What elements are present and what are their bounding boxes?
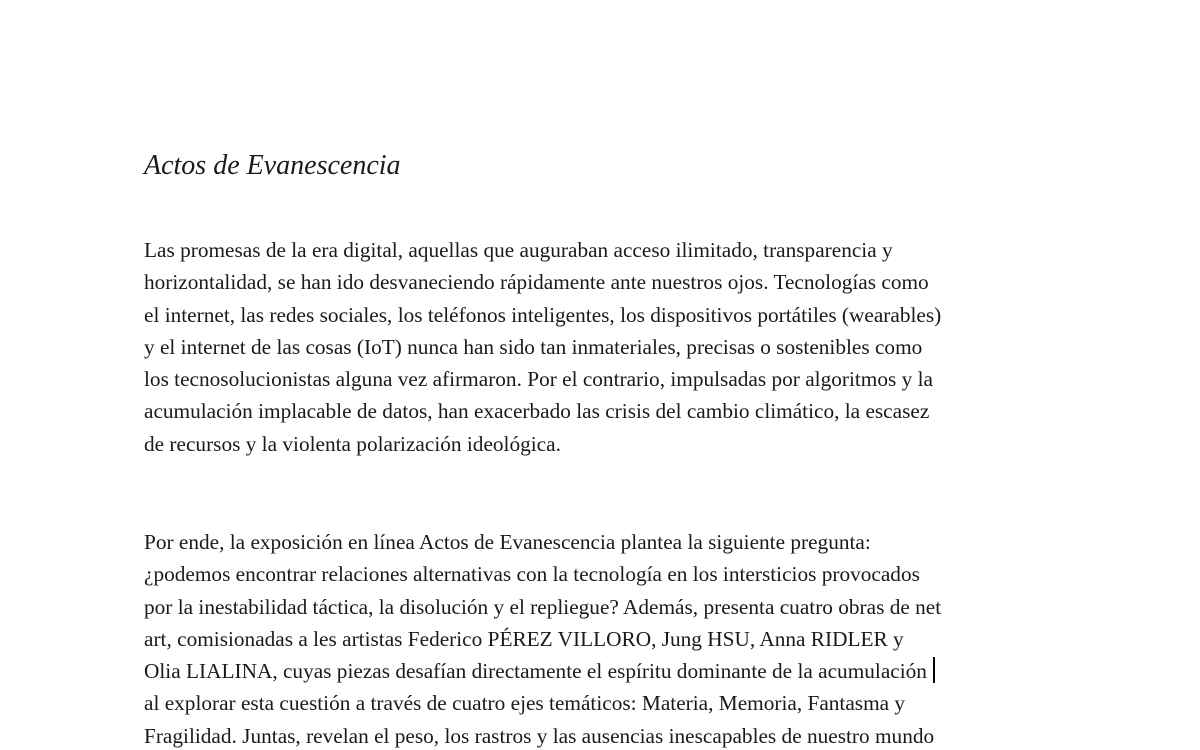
document-title: Actos de Evanescencia (144, 150, 401, 181)
text-line: de recursos y la violenta polarización ideológica. (144, 431, 561, 456)
text-line: ¿podemos encontrar relaciones alternativas con la tecnología en los intersticios provocados (144, 562, 920, 587)
text-line: Olia LIALINA, cuyas piezas desafían directamente el espíritu dominante de la acumulación (144, 659, 927, 684)
text-line: el internet, las redes sociales, los teléfonos inteligentes, los dispositivos portátiles (wearables) (144, 302, 942, 327)
text-line: por la inestabilidad táctica, la disolución y el repliegue? Además, presenta cuatro obras de net (144, 594, 942, 619)
text-line: al explorar esta cuestión a través de cuatro ejes temáticos: Materia, Memoria, Fantasma y (144, 691, 906, 716)
paragraph-exhibition[interactable] (144, 526, 941, 750)
paragraph-intro[interactable] (144, 234, 941, 460)
text-line: y el internet de las cosas (IoT) nunca han sido tan inmateriales, precisas o sostenibles como (144, 334, 923, 359)
text-line: los tecnosolucionistas alguna vez afirmaron. Por el contrario, impulsadas por algoritmos y la (144, 367, 933, 392)
text-line: horizontalidad, se han ido desvaneciendo rápidamente ante nuestros ojos. Tecnologías como (144, 270, 929, 295)
text-cursor (933, 657, 935, 683)
text-line: Las promesas de la era digital, aquellas que auguraban acceso ilimitado, transparencia y (144, 238, 893, 262)
text-line: Fragilidad. Juntas, revelan el peso, los rastros y las ausencias inescapables de nuestro mundo (144, 723, 935, 748)
text-line: art, comisionadas a les artistas Federico PÉREZ VILLORO, Jung HSU, Anna RIDLER y (144, 626, 904, 651)
text-line: Por ende, la exposición en línea Actos de Evanescencia plantea la siguiente pregunta: (144, 530, 871, 554)
text-line: acumulación implacable de datos, han exacerbado las crisis del cambio climático, la escasez (144, 399, 930, 424)
text-line-with-cursor (144, 655, 941, 687)
